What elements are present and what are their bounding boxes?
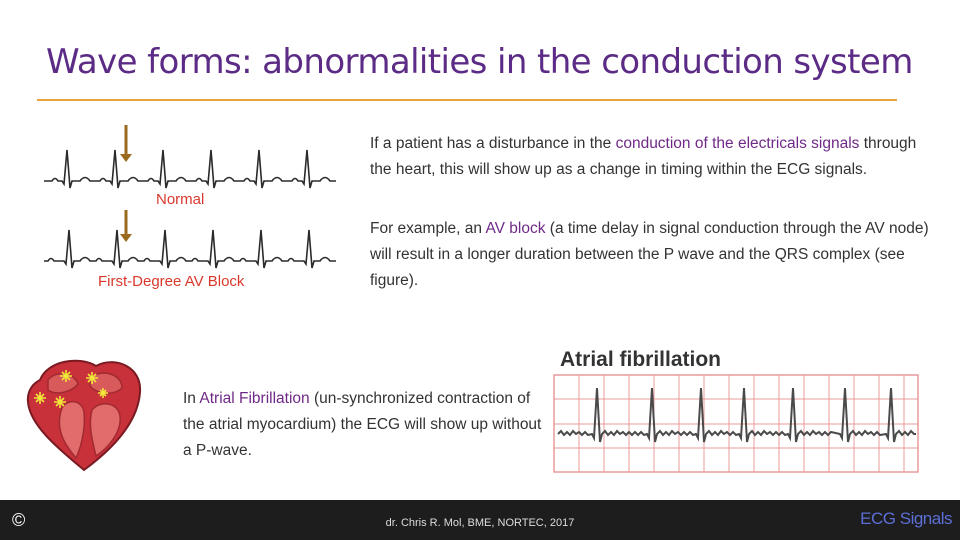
paragraph-conduction — [370, 131, 930, 183]
highlight-conduction: conduction of the electricals signals — [615, 135, 860, 152]
highlight-av-block: AV block — [485, 220, 546, 237]
paragraph-text: through the heart, this will show up as a change in timing within the ECG signals. — [370, 135, 917, 178]
paragraph-text: (un-synchronized contraction of the atrial myocardium) the ECG will show up without a P-wave. — [183, 390, 542, 459]
paragraph-text: In — [183, 390, 200, 407]
paragraph-text: (a time delay in signal conduction through the AV node) will result in a longer duration between the P wave and the QRS complex (see figure). — [370, 220, 929, 289]
arrow-head-icon — [120, 154, 132, 162]
heart-chamber-icon — [90, 404, 120, 456]
atrial-fibrillation-title: Atrial fibrillation — [560, 348, 722, 371]
atrial-fibrillation-figure — [552, 342, 922, 476]
title-divider — [37, 99, 897, 101]
footer-credit: dr. Chris R. Mol, BME, NORTEC, 2017 — [385, 517, 575, 529]
paragraph-av-block — [370, 216, 930, 294]
footer-section-tag: ECG Signals — [860, 509, 952, 528]
heart-illustration — [22, 350, 152, 475]
paragraph-text: If a patient has a disturbance in the — [370, 135, 616, 152]
av-block-label: First-Degree AV Block — [98, 273, 245, 290]
copyright-icon: © — [12, 510, 26, 530]
ecg-normal-vs-av-block-figure — [40, 118, 340, 298]
highlight-atrial-fibrillation: Atrial Fibrillation — [199, 390, 310, 407]
av-block-ecg-trace — [44, 230, 336, 268]
arrow-head-icon — [120, 234, 132, 242]
paragraph-atrial-fibrillation — [183, 386, 543, 464]
normal-ecg-trace — [44, 150, 336, 188]
page-title: Wave forms: abnormalities in the conduction system — [46, 42, 913, 82]
footer-bar — [0, 500, 960, 540]
normal-label: Normal — [156, 191, 205, 208]
paragraph-text: For example, an — [370, 220, 486, 237]
